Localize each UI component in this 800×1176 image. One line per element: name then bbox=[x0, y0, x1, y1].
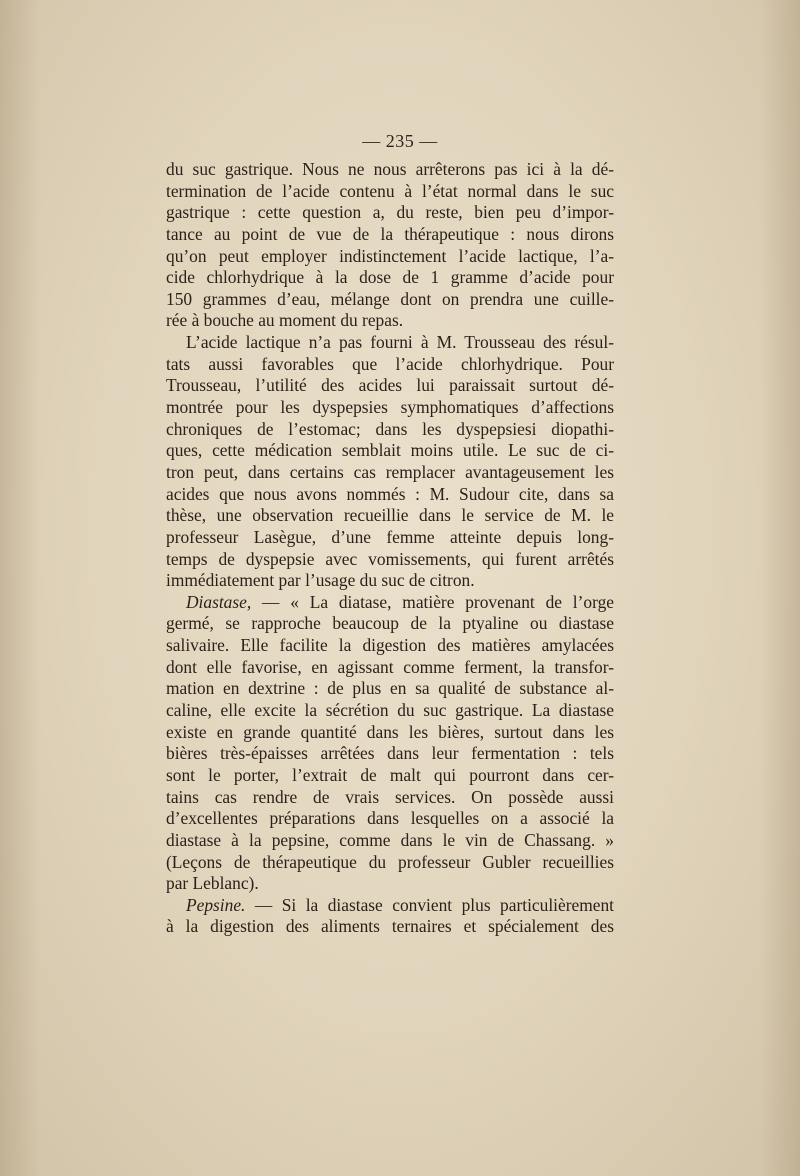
text-line bbox=[166, 895, 614, 917]
text-line: termination de l’acide contenu à l’état normal dans le suc bbox=[166, 180, 614, 201]
section-label-diastase: Diastase, bbox=[186, 591, 252, 612]
text-line: caline, elle excite la sécrétion du suc gastrique. La diastase bbox=[166, 700, 614, 721]
text-line: (Leçons de thérapeutique du professeur Gubler recueillies bbox=[166, 851, 614, 872]
text-line: par Leblanc). bbox=[166, 873, 259, 894]
text-line: chroniques de l’estomac; dans les dyspepsiesi diopathi- bbox=[166, 418, 614, 439]
text-line: ques, cette médication semblait moins utile. Le suc de ci- bbox=[166, 440, 614, 461]
text-line: diastase à la pepsine, comme dans le vin de Chassang. » bbox=[166, 829, 614, 850]
text-line: d’excellentes préparations dans lesquelles on a associé la bbox=[166, 808, 614, 829]
text-line: acides que nous avons nommés : M. Sudour cite, dans sa bbox=[166, 483, 614, 504]
text-line: immédiatement par l’usage du suc de citron. bbox=[166, 570, 475, 591]
text-line-rest: — Si la diastase convient plus particulièrement bbox=[245, 894, 614, 915]
page-right-shadow bbox=[760, 0, 800, 1176]
text-line: à la digestion des aliments ternaires et spécialement des bbox=[166, 916, 614, 937]
text-line: rée à bouche au moment du repas. bbox=[166, 310, 404, 331]
text-line: tron peut, dans certains cas remplacer avantageusement les bbox=[166, 461, 614, 482]
text-line: Trousseau, l’utilité des acides lui paraissait surtout dé- bbox=[166, 375, 614, 396]
text-line: professeur Lasègue, d’une femme atteinte depuis long- bbox=[166, 526, 614, 547]
text-line: tats aussi favorables que l’acide chlorhydrique. Pour bbox=[166, 353, 614, 374]
text-line-rest: — « La diatase, matière provenant de l’orge bbox=[251, 591, 614, 612]
text-line: germé, se rapproche beaucoup de la ptyaline ou diastase bbox=[166, 613, 614, 634]
page-number: — 235 — bbox=[362, 131, 438, 151]
text-line: bières très-épaisses arrêtées dans leur fermentation : tels bbox=[166, 743, 614, 764]
text-line: cide chlorhydrique à la dose de 1 gramme d’acide pour bbox=[166, 267, 614, 288]
text-line: temps de dyspepsie avec vomissements, qui furent arrêtés bbox=[166, 548, 614, 569]
text-line: mation en dextrine : de plus en sa qualité de substance al- bbox=[166, 678, 614, 699]
text-line: gastrique : cette question a, du reste, bien peu d’impor- bbox=[166, 202, 614, 223]
text-line: tains cas rendre de vrais services. On possède aussi bbox=[166, 786, 614, 807]
text-line: qu’on peut employer indistinctement l’acide lactique, l’a- bbox=[166, 245, 614, 266]
page-left-shadow bbox=[0, 0, 40, 1176]
text-line bbox=[166, 592, 614, 614]
text-line: montrée pour les dyspepsies symphomatiques d’affections bbox=[166, 397, 614, 418]
text-line: tance au point de vue de la thérapeutique : nous dirons bbox=[166, 223, 614, 244]
text-line: L’acide lactique n’a pas fourni à M. Trousseau des résul- bbox=[186, 332, 614, 353]
text-line: 150 grammes d’eau, mélange dont on prendra une cuille- bbox=[166, 288, 614, 309]
text-line: existe en grande quantité dans les bières, surtout dans les bbox=[166, 721, 614, 742]
text-line: salivaire. Elle facilite la digestion des matières amylacées bbox=[166, 635, 614, 656]
section-label-pepsine: Pepsine. bbox=[186, 894, 246, 915]
text-line: du suc gastrique. Nous ne nous arrêterons pas ici à la dé- bbox=[166, 159, 614, 179]
body-text bbox=[166, 159, 614, 938]
text-line: thèse, une observation recueillie dans le service de M. le bbox=[166, 505, 614, 526]
text-line: sont le porter, l’extrait de malt qui pourront dans cer- bbox=[166, 764, 614, 785]
text-line: dont elle favorise, en agissant comme ferment, la transfor- bbox=[166, 656, 614, 677]
